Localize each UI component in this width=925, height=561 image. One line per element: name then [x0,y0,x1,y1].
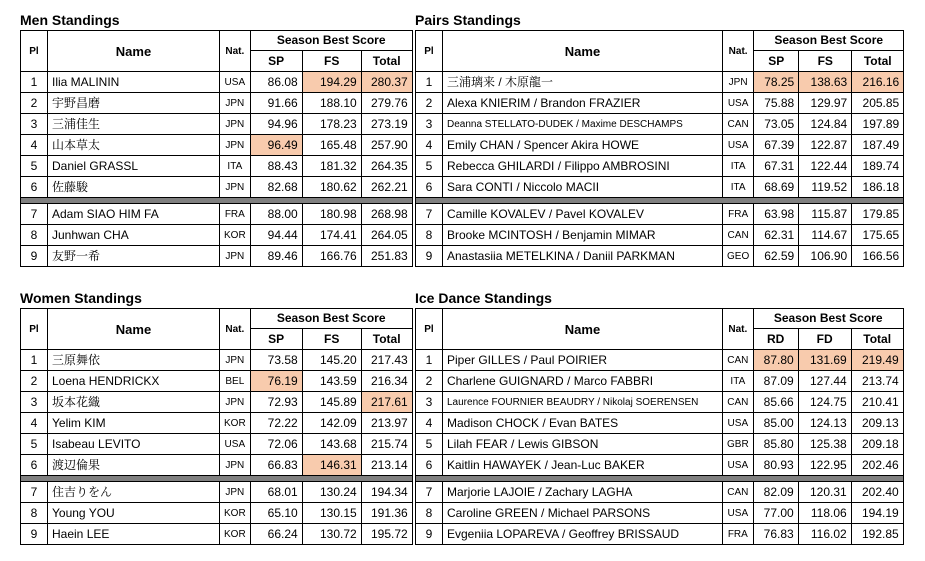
placement-cell: 9 [21,246,48,267]
sp-score-cell: 67.31 [754,156,799,177]
name-cell: Emily CHAN / Spencer Akira HOWE [443,135,723,156]
fs-score-cell: 122.87 [799,135,852,156]
fs-score-cell: 106.90 [799,246,852,267]
header-pl: Pl [416,309,443,350]
placement-cell: 6 [21,455,48,476]
placement-cell: 7 [416,204,443,225]
total-score-cell: 209.13 [851,413,903,434]
nation-cell: FRA [220,204,251,225]
sp-score-cell: 67.39 [754,135,799,156]
table-row [416,72,904,93]
nation-cell: ITA [723,156,754,177]
fs-score-cell: 130.72 [302,524,361,545]
fs-score-cell: 145.20 [302,350,361,371]
total-score-cell: 189.74 [852,156,904,177]
name-cell: Adam SIAO HIM FA [48,204,220,225]
name-cell: Daniel GRASSL [48,156,220,177]
name-cell: Kaitlin HAWAYEK / Jean-Luc BAKER [443,455,723,476]
fs-score-cell: 146.31 [302,455,361,476]
placement-cell: 3 [21,392,48,413]
total-score-cell: 268.98 [361,204,412,225]
nation-cell: CAN [723,392,754,413]
name-cell: 坂本花織 [48,392,220,413]
header-total: Total [852,51,904,72]
fs-score-cell: 122.44 [799,156,852,177]
table-row [416,524,904,545]
table-row [21,135,413,156]
nation-cell: JPN [220,114,251,135]
fs-score-cell: 181.32 [302,156,361,177]
total-score-cell: 257.90 [361,135,412,156]
total-score-cell: 264.05 [361,225,412,246]
fd-score-cell: 120.31 [798,482,851,503]
sp-score-cell: 65.10 [250,503,302,524]
nation-cell: JPN [220,482,251,503]
header-name: Name [48,309,220,350]
fd-score-cell: 118.06 [798,503,851,524]
total-score-cell: 219.49 [851,350,903,371]
fs-score-cell: 124.84 [799,114,852,135]
header-row [416,31,904,51]
fs-score-cell: 119.52 [799,177,852,198]
header-pl: Pl [21,309,48,350]
name-cell: Sara CONTI / Niccolo MACII [443,177,723,198]
name-cell: Ilia MALININ [48,72,220,93]
standings-table [415,308,904,545]
placement-cell: 7 [21,204,48,225]
nation-cell: CAN [723,482,754,503]
header-nat: Nat. [220,309,251,350]
standings-table [415,30,904,267]
total-score-cell: 273.19 [361,114,412,135]
header-row [21,309,413,329]
nation-cell: JPN [220,392,251,413]
placement-cell: 3 [416,114,443,135]
name-cell: 渡辺倫果 [48,455,220,476]
rd-score-cell: 87.09 [753,371,798,392]
table-row [21,455,413,476]
sp-score-cell: 75.88 [754,93,799,114]
total-score-cell: 280.37 [361,72,412,93]
sp-score-cell: 68.01 [250,482,302,503]
total-score-cell: 213.74 [851,371,903,392]
table-row [21,72,413,93]
sp-score-cell: 91.66 [250,93,302,114]
name-cell: Rebecca GHILARDI / Filippo AMBROSINI [443,156,723,177]
placement-cell: 4 [21,413,48,434]
name-cell: Alexa KNIERIM / Brandon FRAZIER [443,93,723,114]
header-row [21,31,413,51]
table-row [416,204,904,225]
name-cell: Deanna STELLATO-DUDEK / Maxime DESCHAMPS [443,114,723,135]
rd-score-cell: 77.00 [753,503,798,524]
table-row [416,413,904,434]
placement-cell: 2 [21,371,48,392]
header-pl: Pl [416,31,443,72]
nation-cell: JPN [220,177,251,198]
total-score-cell: 262.21 [361,177,412,198]
fs-score-cell: 115.87 [799,204,852,225]
name-cell: 三浦璃来 / 木原龍一 [443,72,723,93]
placement-cell: 2 [21,93,48,114]
nation-cell: JPN [220,455,251,476]
name-cell: 三浦佳生 [48,114,220,135]
nation-cell: JPN [220,93,251,114]
rd-score-cell: 80.93 [753,455,798,476]
placement-cell: 2 [416,93,443,114]
header-fs: FS [799,51,852,72]
placement-cell: 8 [21,503,48,524]
nation-cell: USA [723,93,754,114]
placement-cell: 5 [416,156,443,177]
name-cell: Isabeau LEVITO [48,434,220,455]
fs-score-cell: 130.24 [302,482,361,503]
sp-score-cell: 78.25 [754,72,799,93]
header-season-best-score: Season Best Score [753,309,903,329]
placement-cell: 8 [21,225,48,246]
sp-score-cell: 73.58 [250,350,302,371]
total-score-cell: 197.89 [852,114,904,135]
total-score-cell: 264.35 [361,156,412,177]
table-row [416,392,904,413]
table-row [416,93,904,114]
table-row [21,392,413,413]
fs-score-cell: 114.67 [799,225,852,246]
fs-score-cell: 145.89 [302,392,361,413]
table-row [416,225,904,246]
header-pl: Pl [21,31,48,72]
name-cell: Haein LEE [48,524,220,545]
fs-score-cell: 143.68 [302,434,361,455]
table-row [416,177,904,198]
total-score-cell: 194.19 [851,503,903,524]
nation-cell: CAN [723,350,754,371]
header-nat: Nat. [220,31,251,72]
sp-score-cell: 66.24 [250,524,302,545]
total-score-cell: 205.85 [852,93,904,114]
section-title: Ice Dance Standings [415,290,552,306]
table-row [21,204,413,225]
sp-score-cell: 72.93 [250,392,302,413]
sp-score-cell: 63.98 [754,204,799,225]
placement-cell: 5 [21,434,48,455]
fd-score-cell: 125.38 [798,434,851,455]
total-score-cell: 213.14 [361,455,412,476]
total-score-cell: 186.18 [852,177,904,198]
nation-cell: BEL [220,371,251,392]
sp-score-cell: 96.49 [250,135,302,156]
sp-score-cell: 73.05 [754,114,799,135]
placement-cell: 9 [416,524,443,545]
fd-score-cell: 116.02 [798,524,851,545]
placement-cell: 7 [416,482,443,503]
table-row [21,524,413,545]
sp-score-cell: 88.43 [250,156,302,177]
total-score-cell: 166.56 [852,246,904,267]
placement-cell: 6 [416,177,443,198]
standings-table [20,308,413,545]
placement-cell: 7 [21,482,48,503]
name-cell: 友野一希 [48,246,220,267]
header-fd: FD [798,329,851,350]
fs-score-cell: 138.63 [799,72,852,93]
total-score-cell: 179.85 [852,204,904,225]
header-season-best-score: Season Best Score [754,31,904,51]
placement-cell: 1 [21,72,48,93]
name-cell: Charlene GUIGNARD / Marco FABBRI [443,371,723,392]
table-row [21,114,413,135]
name-cell: Junhwan CHA [48,225,220,246]
section-title: Pairs Standings [415,12,521,28]
nation-cell: USA [723,503,754,524]
header-rd: RD [753,329,798,350]
sp-score-cell: 89.46 [250,246,302,267]
rd-score-cell: 82.09 [753,482,798,503]
nation-cell: ITA [723,177,754,198]
table-row [21,246,413,267]
total-score-cell: 217.61 [361,392,412,413]
nation-cell: USA [220,434,251,455]
total-score-cell: 215.74 [361,434,412,455]
nation-cell: CAN [723,114,754,135]
sp-score-cell: 66.83 [250,455,302,476]
table-row [416,371,904,392]
header-nat: Nat. [723,309,754,350]
rd-score-cell: 85.00 [753,413,798,434]
table-row [21,503,413,524]
nation-cell: GBR [723,434,754,455]
placement-cell: 5 [416,434,443,455]
header-season-best-score: Season Best Score [250,309,412,329]
nation-cell: USA [723,413,754,434]
placement-cell: 6 [416,455,443,476]
sp-score-cell: 72.22 [250,413,302,434]
sp-score-cell: 94.96 [250,114,302,135]
sp-score-cell: 72.06 [250,434,302,455]
fs-score-cell: 166.76 [302,246,361,267]
fs-score-cell: 142.09 [302,413,361,434]
fd-score-cell: 124.13 [798,413,851,434]
placement-cell: 8 [416,503,443,524]
placement-cell: 2 [416,371,443,392]
sp-score-cell: 62.31 [754,225,799,246]
total-score-cell: 175.65 [852,225,904,246]
nation-cell: FRA [723,524,754,545]
name-cell: Camille KOVALEV / Pavel KOVALEV [443,204,723,225]
name-cell: 山本草太 [48,135,220,156]
name-cell: 住吉りをん [48,482,220,503]
pairs-standings-section [415,12,904,267]
placement-cell: 4 [416,135,443,156]
total-score-cell: 202.46 [851,455,903,476]
total-score-cell: 187.49 [852,135,904,156]
nation-cell: FRA [723,204,754,225]
placement-cell: 1 [21,350,48,371]
fd-score-cell: 131.69 [798,350,851,371]
nation-cell: ITA [723,371,754,392]
name-cell: Marjorie LAJOIE / Zachary LAGHA [443,482,723,503]
sp-score-cell: 62.59 [754,246,799,267]
header-sp: SP [754,51,799,72]
nation-cell: KOR [220,503,251,524]
total-score-cell: 210.41 [851,392,903,413]
placement-cell: 3 [416,392,443,413]
men-standings-section [20,12,413,267]
header-name: Name [443,309,723,350]
header-season-best-score: Season Best Score [250,31,412,51]
sp-score-cell: 68.69 [754,177,799,198]
name-cell: 宇野昌磨 [48,93,220,114]
total-score-cell: 213.97 [361,413,412,434]
fs-score-cell: 174.41 [302,225,361,246]
name-cell: Anastasiia METELKINA / Daniil PARKMAN [443,246,723,267]
name-cell: 三原舞依 [48,350,220,371]
nation-cell: KOR [220,413,251,434]
table-row [416,114,904,135]
fs-score-cell: 180.98 [302,204,361,225]
name-cell: Young YOU [48,503,220,524]
header-row [416,309,904,329]
nation-cell: GEO [723,246,754,267]
total-score-cell: 251.83 [361,246,412,267]
header-sp: SP [250,51,302,72]
table-row [21,156,413,177]
total-score-cell: 195.72 [361,524,412,545]
fs-score-cell: 188.10 [302,93,361,114]
sp-score-cell: 86.08 [250,72,302,93]
placement-cell: 9 [21,524,48,545]
total-score-cell: 202.40 [851,482,903,503]
nation-cell: USA [220,72,251,93]
table-row [21,413,413,434]
name-cell: Laurence FOURNIER BEAUDRY / Nikolaj SOERENSEN [443,392,723,413]
table-row [416,156,904,177]
placement-cell: 5 [21,156,48,177]
fs-score-cell: 180.62 [302,177,361,198]
table-row [21,434,413,455]
table-row [416,482,904,503]
sp-score-cell: 94.44 [250,225,302,246]
placement-cell: 6 [21,177,48,198]
table-row [416,503,904,524]
table-row [21,371,413,392]
header-nat: Nat. [723,31,754,72]
name-cell: Caroline GREEN / Michael PARSONS [443,503,723,524]
nation-cell: ITA [220,156,251,177]
name-cell: Piper GILLES / Paul POIRIER [443,350,723,371]
fs-score-cell: 143.59 [302,371,361,392]
table-row [416,434,904,455]
fs-score-cell: 194.29 [302,72,361,93]
nation-cell: JPN [220,350,251,371]
table-row [21,350,413,371]
placement-cell: 8 [416,225,443,246]
placement-cell: 3 [21,114,48,135]
section-title: Men Standings [20,12,120,28]
total-score-cell: 194.34 [361,482,412,503]
header-name: Name [48,31,220,72]
table-row [416,350,904,371]
fd-score-cell: 124.75 [798,392,851,413]
fs-score-cell: 178.23 [302,114,361,135]
fd-score-cell: 122.95 [798,455,851,476]
header-fs: FS [302,329,361,350]
nation-cell: JPN [220,246,251,267]
rd-score-cell: 76.83 [753,524,798,545]
nation-cell: JPN [723,72,754,93]
table-row [21,93,413,114]
table-row [416,246,904,267]
fs-score-cell: 129.97 [799,93,852,114]
name-cell: Yelim KIM [48,413,220,434]
nation-cell: KOR [220,225,251,246]
total-score-cell: 191.36 [361,503,412,524]
nation-cell: CAN [723,225,754,246]
nation-cell: JPN [220,135,251,156]
section-title: Women Standings [20,290,142,306]
sp-score-cell: 82.68 [250,177,302,198]
sp-score-cell: 76.19 [250,371,302,392]
table-row [21,482,413,503]
ice-dance-standings-section [415,290,904,545]
sp-score-cell: 88.00 [250,204,302,225]
header-total: Total [361,51,412,72]
total-score-cell: 209.18 [851,434,903,455]
standings-table [20,30,413,267]
total-score-cell: 279.76 [361,93,412,114]
total-score-cell: 192.85 [851,524,903,545]
header-total: Total [361,329,412,350]
placement-cell: 1 [416,350,443,371]
total-score-cell: 217.43 [361,350,412,371]
rd-score-cell: 85.66 [753,392,798,413]
placement-cell: 9 [416,246,443,267]
table-row [21,177,413,198]
name-cell: Evgeniia LOPAREVA / Geoffrey BRISSAUD [443,524,723,545]
header-name: Name [443,31,723,72]
fs-score-cell: 130.15 [302,503,361,524]
fd-score-cell: 127.44 [798,371,851,392]
placement-cell: 1 [416,72,443,93]
name-cell: Lilah FEAR / Lewis GIBSON [443,434,723,455]
name-cell: Loena HENDRICKX [48,371,220,392]
nation-cell: USA [723,455,754,476]
rd-score-cell: 85.80 [753,434,798,455]
nation-cell: USA [723,135,754,156]
total-score-cell: 216.16 [852,72,904,93]
placement-cell: 4 [21,135,48,156]
nation-cell: KOR [220,524,251,545]
name-cell: Madison CHOCK / Evan BATES [443,413,723,434]
name-cell: 佐藤駿 [48,177,220,198]
header-sp: SP [250,329,302,350]
name-cell: Brooke MCINTOSH / Benjamin MIMAR [443,225,723,246]
placement-cell: 4 [416,413,443,434]
women-standings-section [20,290,413,545]
fs-score-cell: 165.48 [302,135,361,156]
table-row [416,455,904,476]
rd-score-cell: 87.80 [753,350,798,371]
total-score-cell: 216.34 [361,371,412,392]
header-fs: FS [302,51,361,72]
header-total: Total [851,329,903,350]
table-row [416,135,904,156]
table-row [21,225,413,246]
